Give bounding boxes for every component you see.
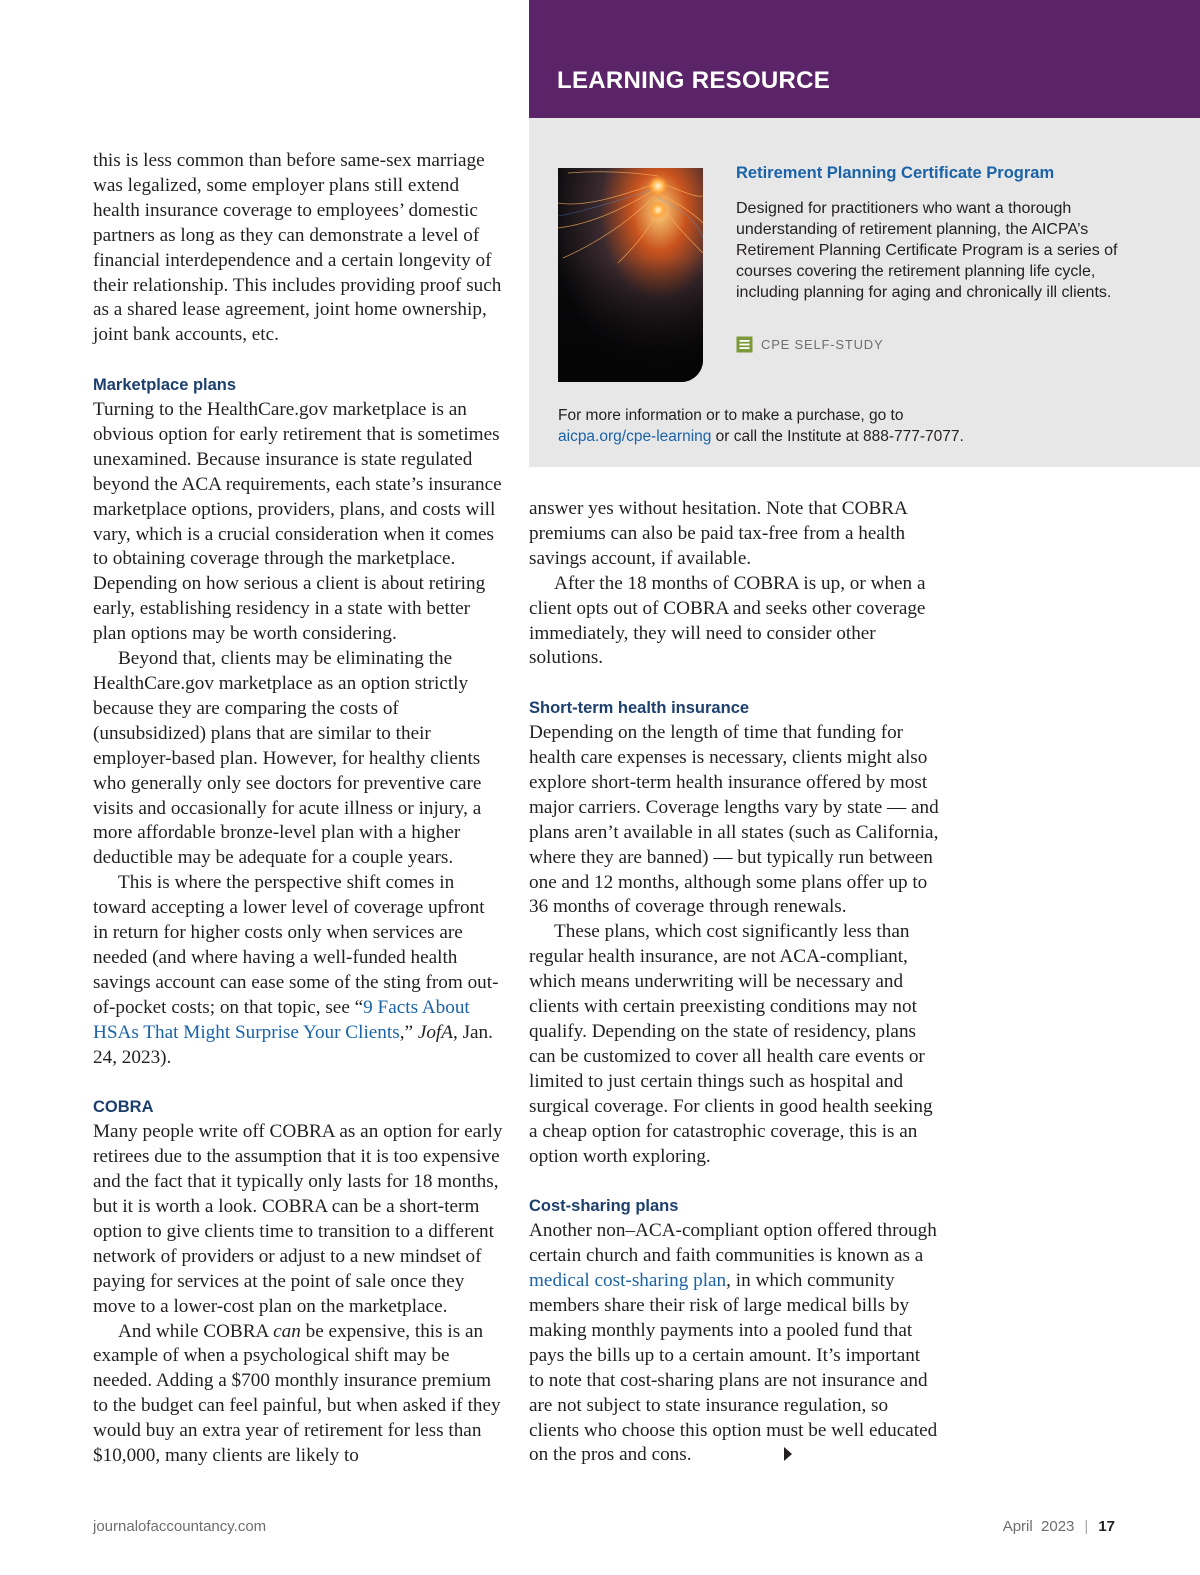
footer-site: journalofaccountancy.com (93, 1518, 267, 1535)
body-paragraph (93, 871, 503, 1070)
body-text: And while COBRA (118, 1320, 274, 1342)
body-text: be expensive, this is an example of when a psychological shift may be needed. Adding a $700 monthly insurance premium to the budget can feel painful, but when asked if they would buy an extra year of retirement for less than $10,000, many clients are likely to (93, 1320, 501, 1467)
purchase-info-line1: For more information or to make a purchase, go to (558, 407, 904, 424)
purchase-info-phone: or call the Institute at 888-777-7077. (711, 428, 964, 445)
body-paragraph (529, 1219, 939, 1468)
section-heading-cost-sharing: Cost-sharing plans (529, 1197, 679, 1216)
section-heading-marketplace: Marketplace plans (93, 376, 237, 395)
journal-abbreviation: JofA (417, 1021, 453, 1043)
body-paragraph: Turning to the HealthCare.gov marketplace is an obvious option for early retirement that is sometimes unexamined. Because insurance is state regulated beyond the ACA requirements, each state’s insurance marketplace options, providers, plans, and costs will vary, which is a crucial consideration when it comes to obtaining coverage through the marketplace. Depending on how serious a client is about retiring early, establishing residency in a state with better plan options may be worth considering. (93, 399, 502, 645)
course-description: Designed for practitioners who want a thorough understanding of retirement planning, the AICPA’s Retirement Planning Certificate Program is a series of courses covering the retirement planning life cycle, including planning for aging and chronically ill clients. (736, 200, 1118, 301)
body-paragraph: answer yes without hesitation. Note that COBRA premiums can also be paid tax-free from a health savings account, if available. (529, 498, 907, 569)
learning-resource-heading: LEARNING RESOURCE (557, 67, 831, 94)
left-column (93, 149, 503, 1469)
body-paragraph: After the 18 months of COBRA is up, or when a client opts out of COBRA and seeks other coverage immediately, they will need to consider other solutions. (529, 572, 926, 669)
hsa-article-link[interactable]: 9 Facts About HSAs That Might Surprise Your Clients (93, 996, 470, 1043)
body-text: Another non–ACA-compliant option offered through certain church and faith communities is known as a (529, 1220, 937, 1267)
learning-resource-header (529, 0, 1200, 118)
course-cover-image (558, 168, 703, 382)
emphasis-text: can (273, 1320, 301, 1342)
purchase-info (558, 405, 1178, 447)
body-paragraph: Many people write off COBRA as an option for early retirees due to the assumption that it is too expensive and the fact that it typically only lasts for 18 months, but it is worth a look. COBRA can be a short-term option to give clients time to transition to a different network of providers or adjust to a new mindset of paying for services at the point of sale once they move to a lower-cost plan on the marketplace. (93, 1121, 503, 1317)
light-trails-image (558, 168, 703, 382)
document-list-icon (736, 336, 753, 353)
body-text: This is where the perspective shift comes in toward accepting a lower level of coverage upfront in return for higher costs only when services are needed (and where having a well-funded health savings account can ease some of the sting from out-of-pocket costs; on that topic, see “ (93, 872, 499, 1018)
footer-date: April 2023 (1002, 1518, 1075, 1535)
body-text: , in which community members share their risk of large medical bills by making monthly payments into a pooled fund that pays the bills up to a certain amount. It’s important to note that cost-sharing plans are not insurance and are not subject to state insurance regulation, so clients who choose this option must be well educated on the pros and cons. (529, 1270, 938, 1466)
cost-sharing-plan-link[interactable]: medical cost-sharing plan (529, 1270, 727, 1292)
section-heading-short-term: Short-term health insurance (529, 699, 750, 718)
body-paragraph: These plans, which cost significantly less than regular health insurance, are not ACA-compliant, which means underwriting will be necessary and clients with certain preexisting conditions may not qualify. Depending on the state of residency, plans can be customized to cover all health care events or limited to just certain things such as hospital and surgical coverage. For clients in good health seeking a cheap option for catastrophic coverage, this is an option worth exploring. (529, 921, 933, 1167)
body-text: ,” (399, 1021, 418, 1043)
body-paragraph: Depending on the length of time that funding for health care expenses is necessary, clients might also explore short-term health insurance offered by most major carriers. Coverage lengths vary by state — and plans aren’t available in all states (such as California, where they are banned) — but typically run between one and 12 months, although some plans offer up to 36 months of coverage through renewals. (529, 722, 939, 918)
page-number: 17 (1098, 1518, 1115, 1535)
body-text: , Jan. 24, 2023). (93, 1021, 493, 1068)
learning-resource-box (529, 118, 1200, 467)
continue-arrow-icon (784, 1447, 792, 1461)
footer-issue (1003, 1518, 1115, 1535)
cpe-badge (736, 336, 883, 353)
course-title-link[interactable]: Retirement Planning Certificate Program (736, 164, 1055, 182)
body-paragraph: Beyond that, clients may be eliminating the HealthCare.gov marketplace as an option strictly because they are comparing the costs of (unsubsidized) plans that are similar to their employer-based plan. However, for healthy clients who generally only see doctors for preventive care visits and occasionally for acute illness or injury, a more affordable bronze-level plan with a higher deductible may be adequate for a couple years. (93, 648, 482, 869)
body-paragraph (93, 1320, 503, 1469)
footer-separator: | (1084, 1518, 1089, 1535)
cpe-badge-label: CPE SELF-STUDY (761, 337, 884, 352)
right-column (529, 497, 939, 1468)
body-paragraph: this is less common than before same-sex marriage was legalized, some employer plans still extend health insurance coverage to employees’ domestic partners as long as they can demonstrate a level of financial interdependence and a certain longevity of their relationship. This includes providing proof such as a shared lease agreement, joint home ownership, joint bank accounts, etc. (93, 150, 502, 346)
section-heading-cobra: COBRA (93, 1098, 154, 1117)
cpe-learning-link[interactable]: aicpa.org/cpe-learning (558, 428, 712, 445)
